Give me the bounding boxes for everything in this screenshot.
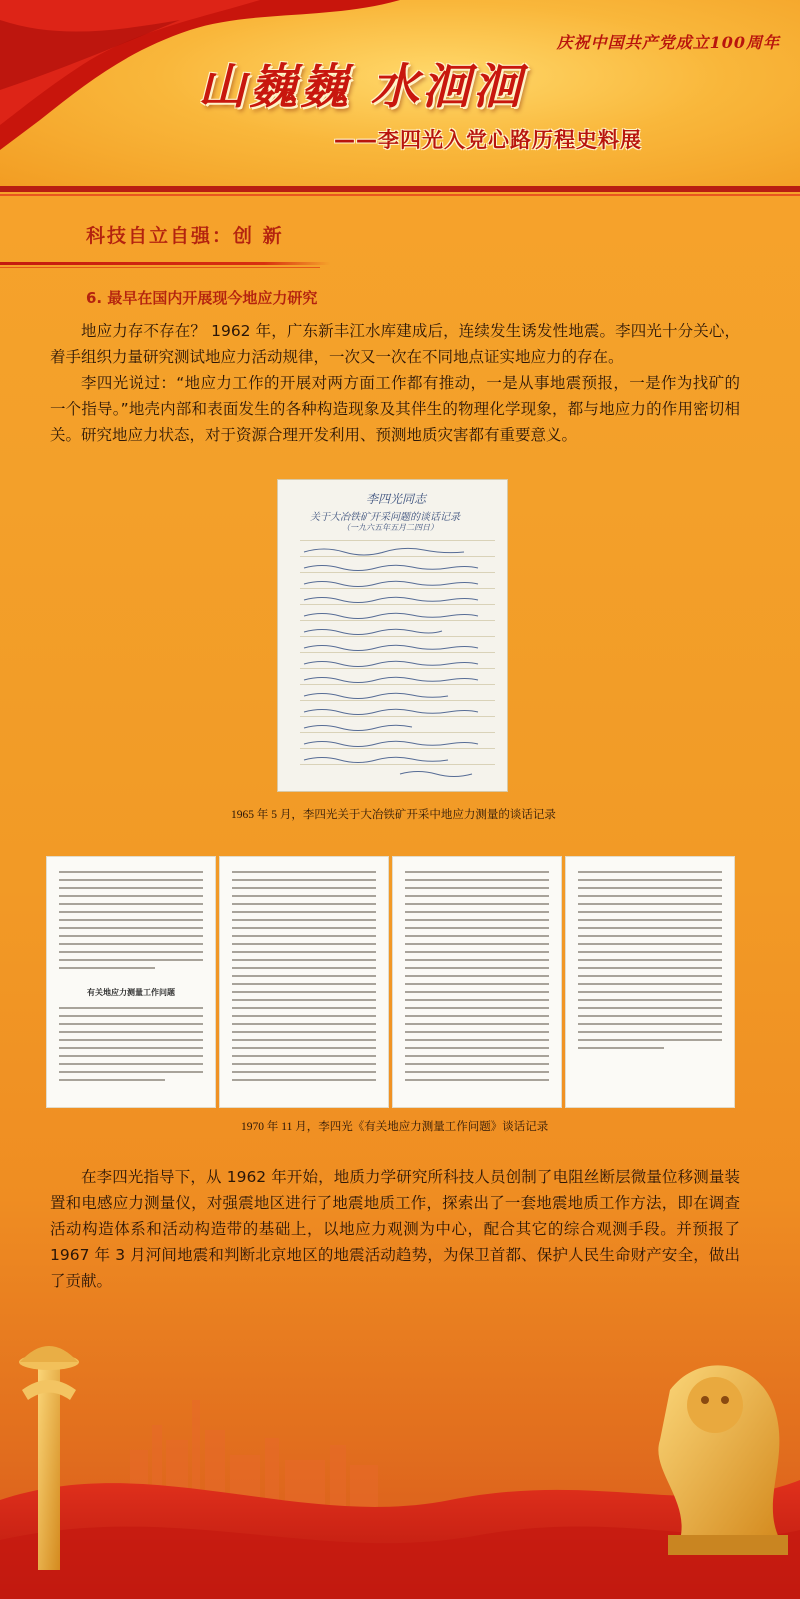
section-underline xyxy=(0,262,330,265)
document-page-1 xyxy=(47,857,215,1107)
manuscript-caption: 1965 年 5 月，李四光关于大冶铁矿开采中地应力测量的谈话记录 xyxy=(231,809,556,821)
document-page-3 xyxy=(393,857,561,1107)
document-page-title: 有关地应力测量工作问题 xyxy=(87,988,175,997)
manuscript-heading: 李四光同志 xyxy=(366,492,427,506)
section-underline-thin xyxy=(0,267,320,268)
manuscript-date: （一九六五年五月二四日） xyxy=(342,523,438,532)
exhibition-subtitle: ——李四光入党心路历程史料展 xyxy=(334,128,642,152)
manuscript-subheading: 关于大冶铁矿开采问题的谈话记录 xyxy=(310,512,460,523)
document-page-4 xyxy=(566,857,734,1107)
pages-caption: 1970 年 11 月，李四光《有关地应力测量工作问题》谈话记录 xyxy=(241,1121,549,1133)
exhibition-title: 山巍巍 水洄洄 xyxy=(198,59,524,115)
header-divider xyxy=(0,186,800,192)
anniversary-slogan: 庆祝中国共产党成立100周年 xyxy=(556,33,780,52)
subsection-heading: 6. 最早在国内开展现今地应力研究 xyxy=(86,289,318,307)
body-paragraph-2: 李四光说过：“地应力工作的开展对两方面工作都有推动，一是从事地震预报，一是作为找矿的一个指导。”地壳内部和表面发生的各种构造现象及其伴生的物理化学现象，都与地应力的作用密切相关。研究地应力状态，对于资源合理开发利用、预测地质灾害都有重要意义。 xyxy=(50,374,740,444)
manuscript-photo xyxy=(278,480,507,791)
bottom-decoration xyxy=(0,1330,800,1599)
handwriting-scribbles xyxy=(300,538,495,778)
section-title: 科技自立自强：创 新 xyxy=(86,225,284,247)
document-page-2 xyxy=(220,857,388,1107)
header-divider-thin xyxy=(0,194,800,196)
body-paragraph-1: 地应力存不存在？ 1962 年，广东新丰江水库建成后，连续发生诱发性地震。李四光十分关心，着手组织力量研究测试地应力活动规律，一次又一次在不同地点证实地应力的存在。 xyxy=(50,322,740,366)
body-paragraph-3: 在李四光指导下，从 1962 年开始，地质力学研究所科技人员创制了电阻丝断层微量位移测量装置和电感应力测量仪，对强震地区进行了地震地质工作，探索出了一套地震地质工作方法，即在调查活动构造体系和活动构造带的基础上，以地应力观测为中心，配合其它的综合观测手段。并预报了 1967 年 3 月河间地震和判断北京地区的地震活动趋势，为保卫首都、保护人民生命财产安全，做出了贡献。 xyxy=(50,1168,740,1290)
